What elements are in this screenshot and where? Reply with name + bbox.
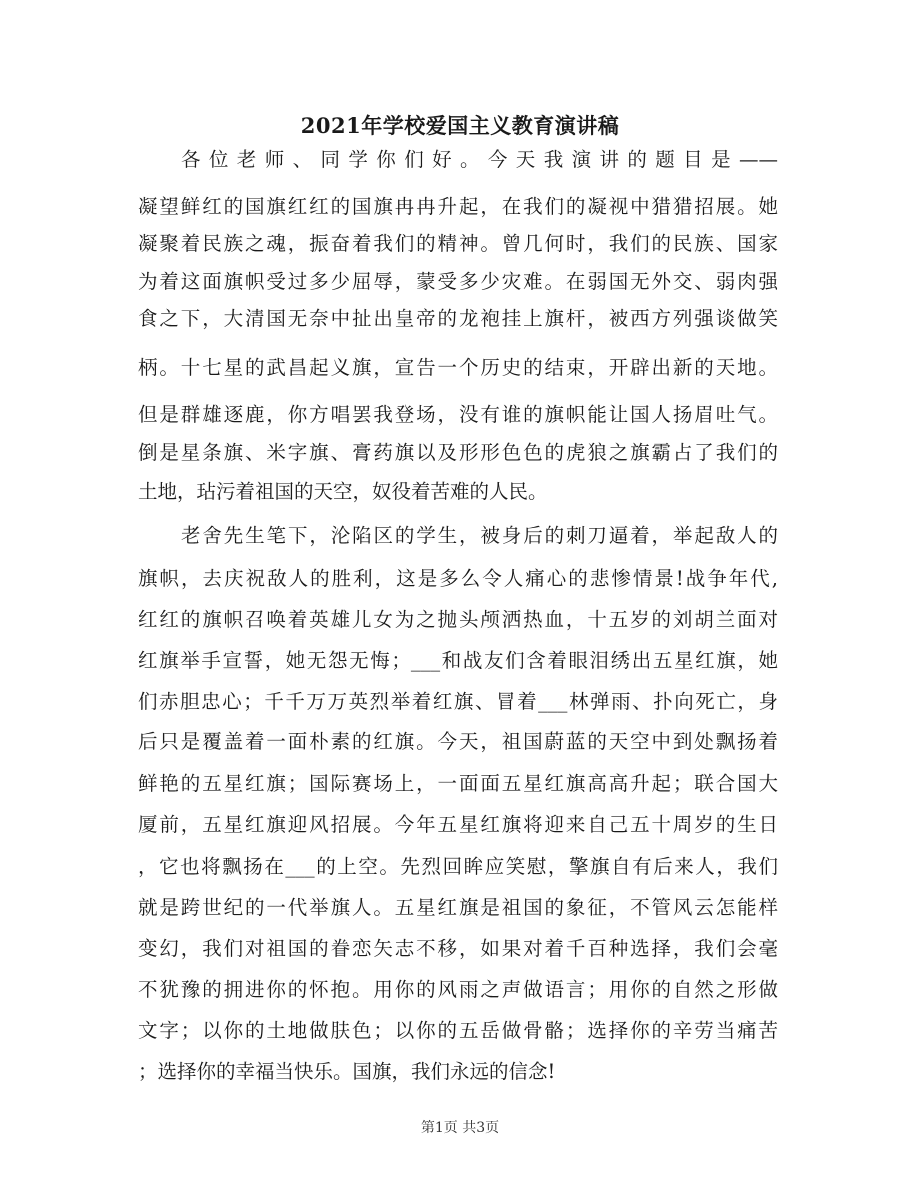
paragraph-line: 不犹豫的拥进你的怀抱。用你的风雨之声做语言；用你的自然之形做 (138, 978, 778, 1001)
paragraph-line: 但是群雄逐鹿，你方唱罢我登场，没有谁的旗帜能让国人扬眉吐气。 (138, 403, 778, 426)
paragraph-line: 倒是星条旗、米字旗、膏药旗以及形形色色的虎狼之旗霸占了我们的 (138, 441, 778, 464)
paragraph-line: 们赤胆忠心；千千万万英烈举着红旗、冒着___林弹雨、扑向死亡，身 (138, 690, 778, 713)
paragraph-line: 变幻，我们对祖国的眷恋矢志不移，如果对着千百种选择，我们会毫 (138, 937, 778, 960)
paragraph-line: 厦前，五星红旗迎风招展。今年五星红旗将迎来自己五十周岁的生日 (138, 813, 778, 836)
paragraph-line: 食之下，大清国无奈中扯出皇帝的龙袍挂上旗杆，被西方列强谈做笑 (138, 307, 778, 330)
paragraph-line: 土地，玷污着祖国的天空，奴役着苦难的人民。 (138, 480, 548, 503)
paragraph-line: 各位老师、同学你们好。今天我演讲的题目是—— (181, 148, 778, 171)
paragraph-line: 为着这面旗帜受过多少屈辱，蒙受多少灾难。在弱国无外交、弱肉强 (138, 270, 778, 293)
paragraph-line: 凝聚着民族之魂，振奋着我们的精神。曾几何时，我们的民族、国家 (138, 232, 778, 255)
paragraph-line: ；选择你的幸福当快乐。国旗，我们永远的信念! (138, 1060, 556, 1083)
page-number-footer: 第1页 共3页 (420, 1120, 500, 1136)
paragraph-line: 就是跨世纪的一代举旗人。五星红旗是祖国的象征，不管风云怎能样 (138, 896, 778, 919)
paragraph-line: 后只是覆盖着一面朴素的红旗。今天，祖国蔚蓝的天空中到处飘扬着 (138, 730, 778, 753)
paragraph-line: 柄。十七星的武昌起义旗，宣告一个历史的结束，开辟出新的天地。 (138, 356, 778, 379)
paragraph-line: 文字；以你的土地做肤色；以你的五岳做骨骼；选择你的辛劳当痛苦 (138, 1019, 778, 1042)
paragraph-line: 红旗举手宣誓，她无怨无悔；___和战友们含着眼泪绣出五星红旗，她 (138, 649, 778, 672)
paragraph-line: 旗帜，去庆祝敌人的胜利，这是多么令人痛心的悲惨情景!战争年代, (138, 567, 778, 590)
paragraph-line: ，它也将飘扬在___的上空。先烈回眸应笑慰，擎旗自有后来人，我们 (138, 855, 778, 878)
paragraph-line: 老舍先生笔下，沦陷区的学生，被身后的刺刀逼着，举起敌人的 (181, 524, 778, 547)
paragraph-line: 凝望鲜红的国旗红红的国旗冉冉升起，在我们的凝视中猎猎招展。她 (138, 195, 778, 218)
paragraph-line: 红红的旗帜召唤着英雄儿女为之抛头颅洒热血，十五岁的刘胡兰面对 (138, 608, 778, 631)
document-title: 2021年学校爱国主义教育演讲稿 (300, 113, 620, 138)
paragraph-line: 鲜艳的五星红旗；国际赛场上，一面面五星红旗高高升起；联合国大 (138, 772, 778, 795)
